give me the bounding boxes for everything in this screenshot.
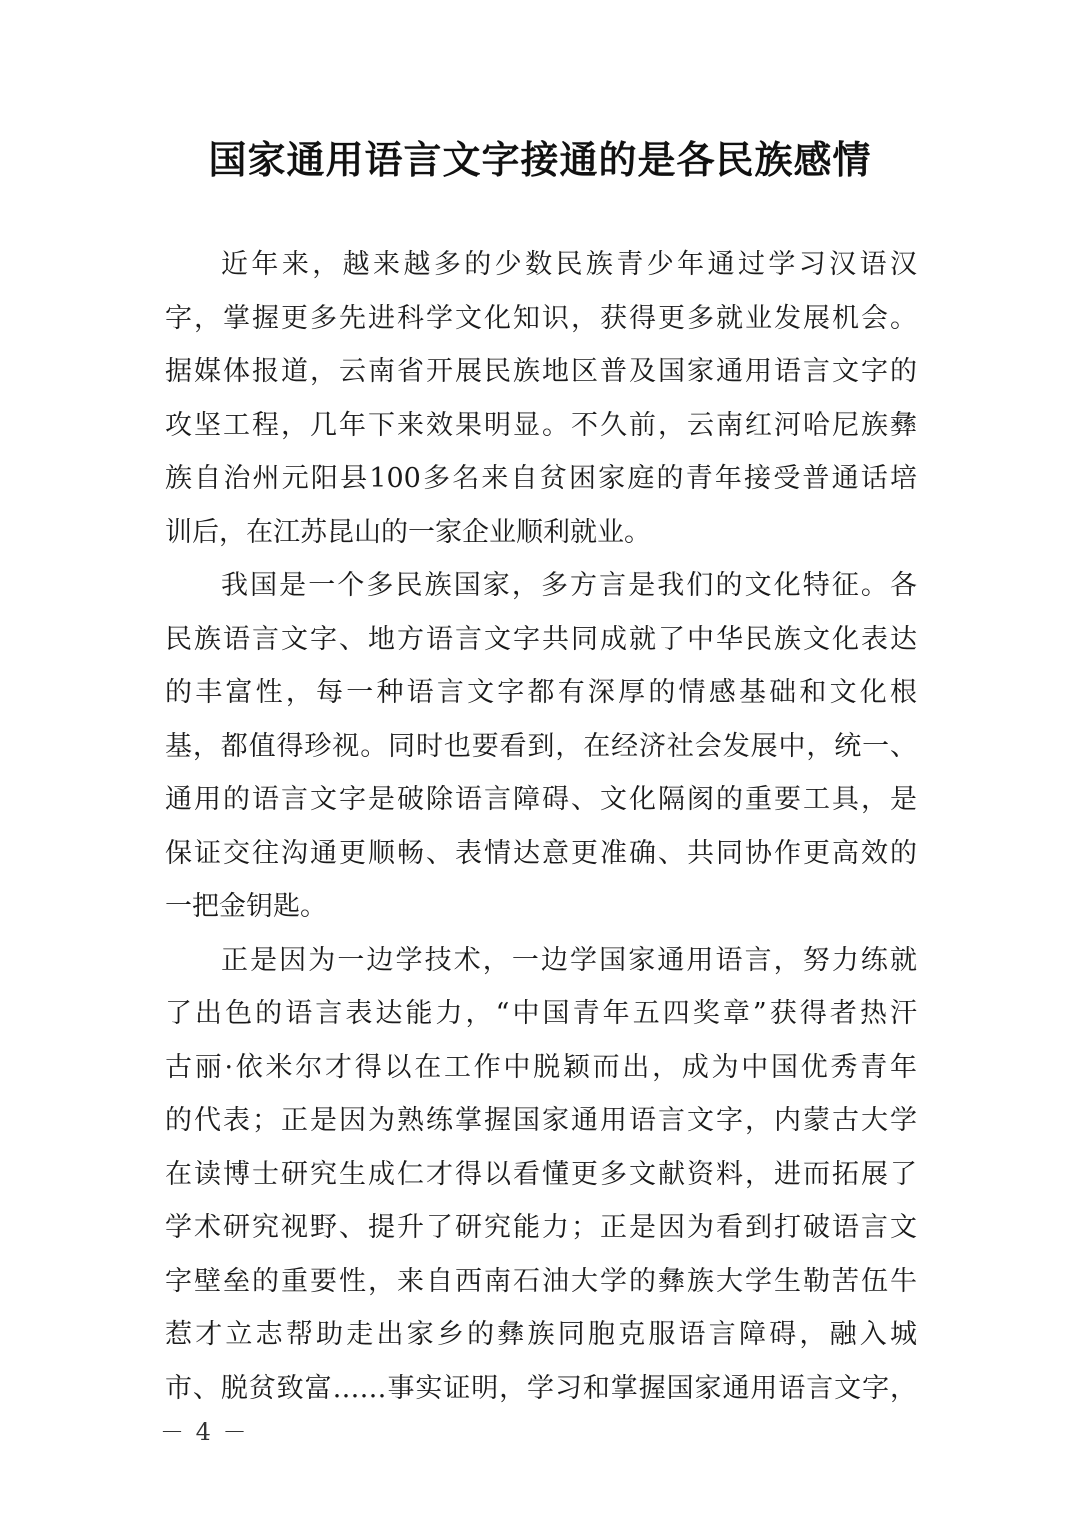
document-body (165, 238, 917, 1415)
paragraph-2-line: 的丰富性，每一种语言文字都有深厚的情感基础和文化根 (165, 677, 917, 708)
paragraph-1-line: 字，掌握更多先进科学文化知识，获得更多就业发展机会。 (165, 302, 917, 334)
paragraph-2-line: 通用的语言文字是破除语言障碍、文化隔阂的重要工具，是 (165, 784, 917, 815)
paragraph-2-line: 保证交往沟通更顺畅、表情达意更准确、共同协作更高效的 (165, 837, 917, 869)
paragraph-1-line: 据媒体报道，云南省开展民族地区普及国家通用语言文字的 (165, 356, 917, 387)
paragraph-3-line: 古丽·依米尔才得以在工作中脱颖而出，成为中国优秀青年 (165, 1051, 917, 1083)
paragraph-2-line: 基，都值得珍视。同时也要看到，在经济社会发展中，统一、 (165, 730, 917, 762)
paragraph-3-line: 惹才立志帮助走出家乡的彝族同胞克服语言障碍，融入城 (165, 1319, 917, 1350)
paragraph-3-line: 学术研究视野、提升了研究能力；正是因为看到打破语言文 (165, 1212, 917, 1243)
paragraph-1-line: 攻坚工程，几年下来效果明显。不久前，云南红河哈尼族彝 (165, 409, 917, 441)
page-number: － 4 － (160, 1418, 249, 1446)
paragraph-3-line: 在读博士研究生成仁才得以看懂更多文献资料，进而拓展了 (165, 1158, 917, 1190)
paragraph-1-line: 近年来，越来越多的少数民族青少年通过学习汉语汉 (221, 249, 917, 280)
paragraph-3-line: 字壁垒的重要性，来自西南石油大学的彝族大学生勒苦伍牛 (165, 1265, 917, 1297)
paragraph-3-line: 的代表；正是因为熟练掌握国家通用语言文字，内蒙古大学 (165, 1105, 917, 1136)
paragraph-2-line: 一把金钥匙。 (165, 891, 327, 922)
paragraph-3-line: 市、脱贫致富……事实证明，学习和掌握国家通用语言文字， (165, 1372, 917, 1404)
document-title: 国家通用语言文字接通的是各民族感情 (208, 137, 872, 182)
paragraph-3-line: 了出色的语言表达能力，“中国青年五四奖章”获得者热汗 (165, 998, 917, 1029)
paragraph-2-line: 民族语言文字、地方语言文字共同成就了中华民族文化表达 (165, 623, 917, 655)
paragraph-2-line: 我国是一个多民族国家，多方言是我们的文化特征。各 (221, 570, 917, 601)
paragraph-3-line: 正是因为一边学技术，一边学国家通用语言，努力练就 (221, 944, 917, 976)
paragraph-1-line: 训后，在江苏昆山的一家企业顺利就业。 (165, 516, 651, 548)
paragraph-1-line: 族自治州元阳县100多名来自贫困家庭的青年接受普通话培 (165, 463, 917, 494)
